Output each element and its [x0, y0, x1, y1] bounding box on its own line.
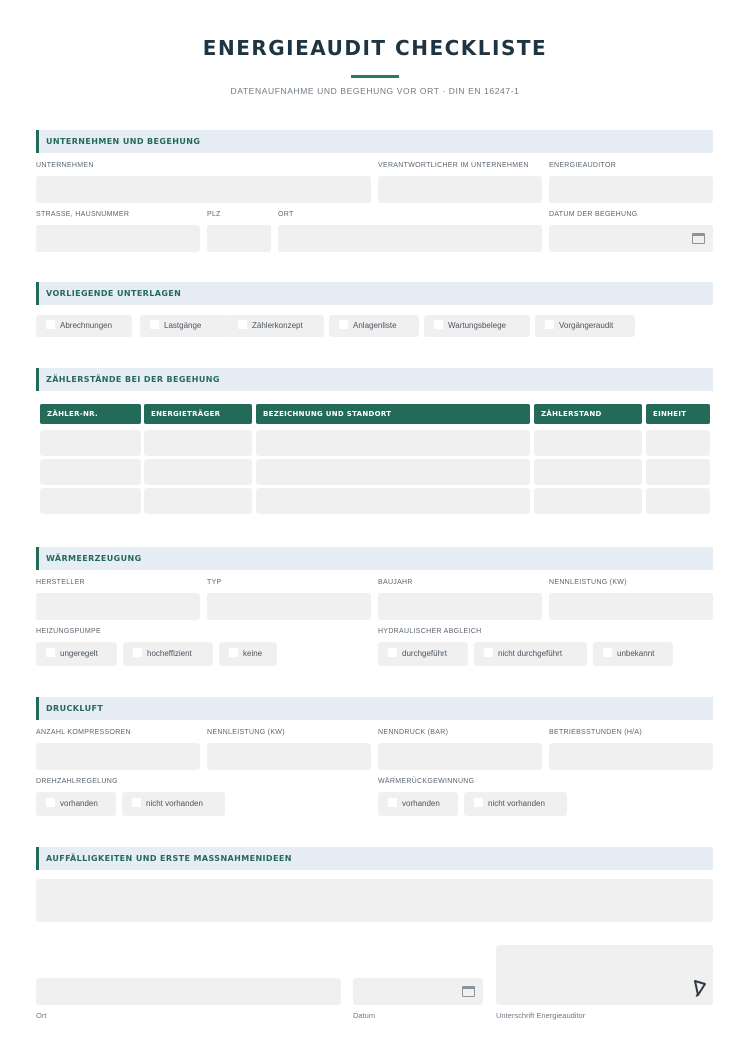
documents-option-wartungsbelege[interactable]: Wartungsbelege — [424, 315, 530, 337]
heating-power-field[interactable] — [549, 593, 713, 620]
signature-label: Unterschrift Energieauditor — [496, 1011, 586, 1020]
section-heating-header: WÄRMEERZEUGUNG — [36, 547, 713, 570]
company-field[interactable] — [36, 176, 371, 203]
company-label: UNTERNEHMEN — [36, 162, 94, 169]
meters-cell[interactable] — [144, 488, 252, 514]
documents-option-lastgaenge[interactable]: Lastgänge — [140, 315, 230, 337]
meters-cell[interactable] — [40, 459, 141, 485]
checkbox-icon[interactable] — [150, 320, 159, 329]
section-documents-header: VORLIEGENDE UNTERLAGEN — [36, 282, 713, 305]
meters-col-reading: ZÄHLERSTAND — [534, 404, 642, 424]
meters-cell[interactable] — [256, 459, 530, 485]
signature-pad[interactable] — [496, 945, 713, 1005]
auditor-label: ENERGIEAUDITOR — [549, 162, 617, 169]
responsible-field[interactable] — [378, 176, 542, 203]
pump-option-keine[interactable]: keine — [219, 642, 277, 666]
compressor-power-label: NENNLEISTUNG (KW) — [207, 729, 285, 736]
speed-option-present[interactable]: vorhanden — [36, 792, 116, 816]
street-field[interactable] — [36, 225, 200, 252]
heating-power-label: NENNLEISTUNG (KW) — [549, 579, 627, 586]
checkbox-icon[interactable] — [603, 648, 612, 657]
manufacturer-label: HERSTELLER — [36, 579, 85, 586]
speed-control-label: DREHZAHLREGELUNG — [36, 778, 118, 785]
compressor-count-label: ANZAHL KOMPRESSOREN — [36, 729, 131, 736]
meters-cell[interactable] — [144, 430, 252, 456]
meters-cell[interactable] — [144, 459, 252, 485]
calendar-icon[interactable] — [692, 233, 705, 244]
pump-label: HEIZUNGSPUMPE — [36, 628, 101, 635]
street-label: STRASSE, HAUSNUMMER — [36, 211, 130, 218]
meters-cell[interactable] — [534, 459, 642, 485]
page-subtitle: DATENAUFNAHME UND BEGEHUNG VOR ORT · DIN EN 16247-1 — [230, 86, 520, 96]
meters-col-location: BEZEICHNUNG UND STANDORT — [256, 404, 530, 424]
type-field[interactable] — [207, 593, 371, 620]
section-findings-header: AUFFÄLLIGKEITEN UND ERSTE MASSNAHMENIDEEN — [36, 847, 713, 870]
documents-option-zaehlerkonzept[interactable]: Zählerkonzept — [228, 315, 324, 337]
visit-date-label: DATUM DER BEGEHUNG — [549, 211, 638, 218]
checkbox-icon[interactable] — [46, 320, 55, 329]
year-field[interactable] — [378, 593, 542, 620]
city-label: ORT — [278, 211, 294, 218]
meters-cell[interactable] — [40, 430, 141, 456]
checkbox-icon[interactable] — [132, 798, 141, 807]
type-label: TYP — [207, 579, 222, 586]
page-title: ENERGIEAUDIT CHECKLISTE — [202, 36, 548, 60]
meters-cell[interactable] — [256, 430, 530, 456]
calendar-icon[interactable] — [462, 986, 475, 997]
signature-date-label: Datum — [353, 1011, 376, 1020]
balancing-option-not-done[interactable]: nicht durchgeführt — [474, 642, 587, 666]
pump-option-hocheffizient[interactable]: hocheffizient — [123, 642, 213, 666]
checkbox-icon[interactable] — [133, 648, 142, 657]
meters-cell[interactable] — [534, 430, 642, 456]
meters-cell[interactable] — [256, 488, 530, 514]
speed-option-absent[interactable]: nicht vorhanden — [122, 792, 225, 816]
pump-option-ungeregelt[interactable]: ungeregelt — [36, 642, 117, 666]
documents-option-abrechnungen[interactable]: Abrechnungen — [36, 315, 132, 337]
checkbox-icon[interactable] — [474, 798, 483, 807]
section-meters-header: ZÄHLERSTÄNDE BEI DER BEGEHUNG — [36, 368, 713, 391]
checkbox-icon[interactable] — [46, 648, 55, 657]
meters-col-number: ZÄHLER-NR. — [40, 404, 141, 424]
operating-hours-label: BETRIEBSSTUNDEN (H/A) — [549, 729, 643, 736]
section-company-header: UNTERNEHMEN UND BEGEHUNG — [36, 130, 713, 153]
checkbox-icon[interactable] — [545, 320, 554, 329]
visit-date-field[interactable] — [549, 225, 713, 252]
city-field[interactable] — [278, 225, 542, 252]
meters-col-carrier: ENERGIETRÄGER — [144, 404, 252, 424]
balancing-label: HYDRAULISCHER ABGLEICH — [378, 628, 482, 635]
year-label: BAUJAHR — [378, 579, 413, 586]
signature-date-field[interactable] — [353, 978, 483, 1005]
manufacturer-field[interactable] — [36, 593, 200, 620]
operating-hours-field[interactable] — [549, 743, 713, 770]
checkbox-icon[interactable] — [46, 798, 55, 807]
responsible-label: VERANTWORTLICHER IM UNTERNEHMEN — [378, 162, 529, 169]
balancing-option-done[interactable]: durchgeführt — [378, 642, 468, 666]
auditor-field[interactable] — [549, 176, 713, 203]
zip-field[interactable] — [207, 225, 271, 252]
checkbox-icon[interactable] — [388, 798, 397, 807]
pressure-label: NENNDRUCK (BAR) — [378, 729, 449, 736]
findings-textarea[interactable] — [36, 879, 713, 922]
recovery-option-absent[interactable]: nicht vorhanden — [464, 792, 567, 816]
balancing-option-unknown[interactable]: unbekannt — [593, 642, 673, 666]
section-compressed-air-header: DRUCKLUFT — [36, 697, 713, 720]
checkbox-icon[interactable] — [388, 648, 397, 657]
meters-cell[interactable] — [646, 430, 710, 456]
place-label: Ort — [36, 1011, 47, 1020]
meters-cell[interactable] — [40, 488, 141, 514]
checkbox-icon[interactable] — [434, 320, 443, 329]
checkbox-icon[interactable] — [339, 320, 348, 329]
compressor-power-field[interactable] — [207, 743, 371, 770]
pressure-field[interactable] — [378, 743, 542, 770]
checkbox-icon[interactable] — [238, 320, 247, 329]
meters-col-unit: EINHEIT — [646, 404, 710, 424]
pen-icon — [693, 979, 707, 997]
documents-option-anlagenliste[interactable]: Anlagenliste — [329, 315, 419, 337]
place-field[interactable] — [36, 978, 341, 1005]
meters-cell[interactable] — [646, 459, 710, 485]
compressor-count-field[interactable] — [36, 743, 200, 770]
meters-cell[interactable] — [646, 488, 710, 514]
checkbox-icon[interactable] — [229, 648, 238, 657]
meters-cell[interactable] — [534, 488, 642, 514]
zip-label: PLZ — [207, 211, 221, 218]
checkbox-icon[interactable] — [484, 648, 493, 657]
heat-recovery-label: WÄRMERÜCKGEWINNUNG — [378, 778, 475, 785]
title-divider — [351, 75, 399, 78]
recovery-option-present[interactable]: vorhanden — [378, 792, 458, 816]
documents-option-vorgaengeraudit[interactable]: Vorgängeraudit — [535, 315, 635, 337]
